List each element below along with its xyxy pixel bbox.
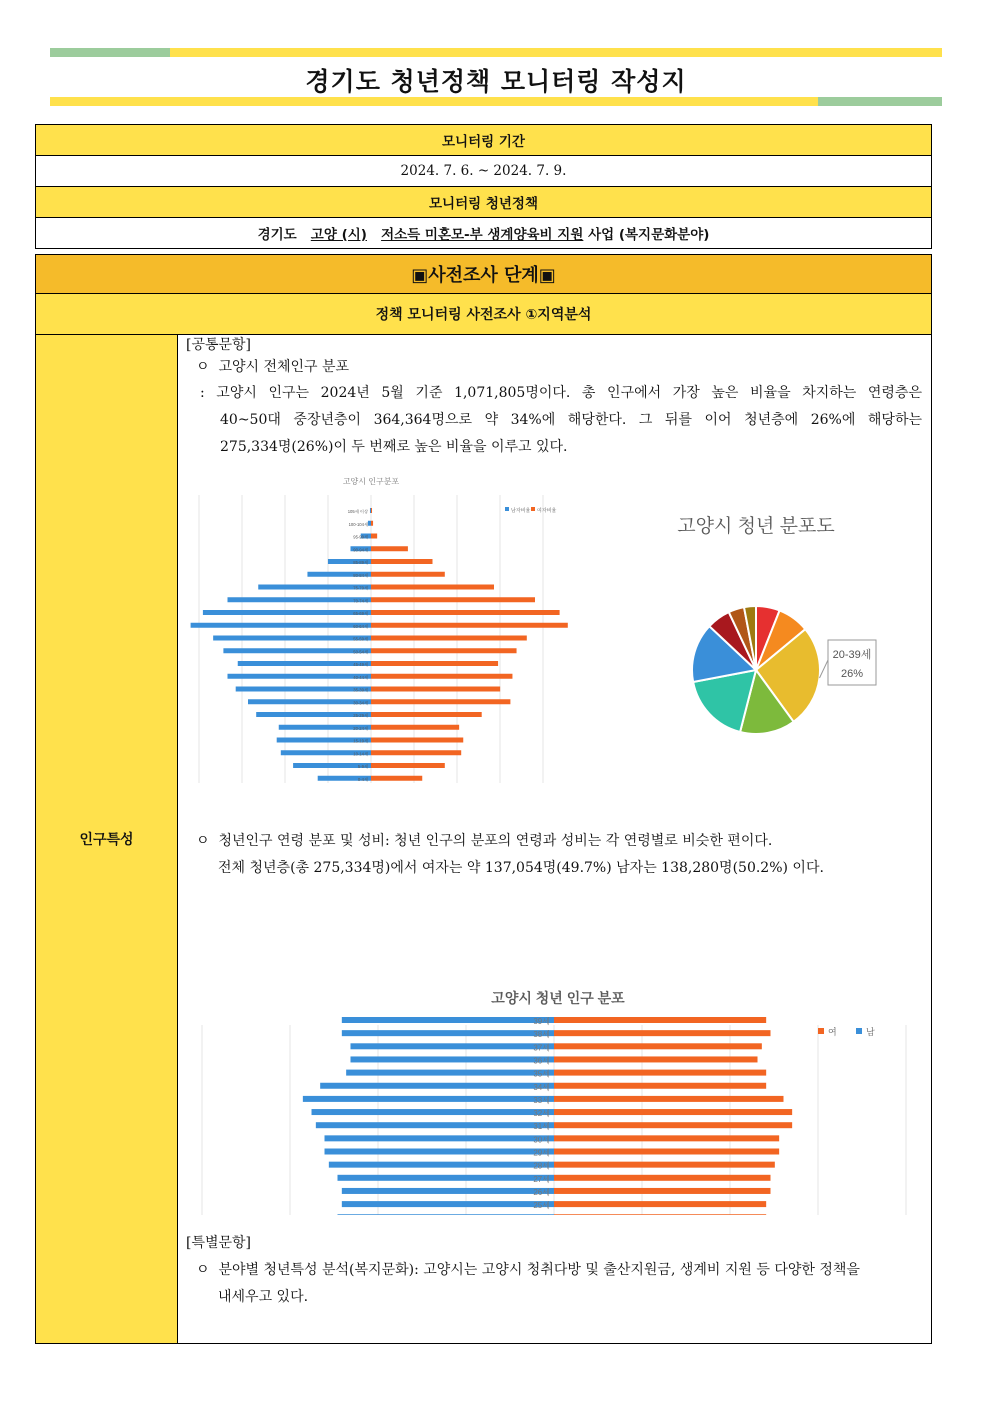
bar-female bbox=[371, 572, 445, 577]
tick-label: 39세 bbox=[533, 1017, 550, 1026]
tick-label: 0-4세 bbox=[357, 776, 368, 782]
bar-male bbox=[370, 508, 371, 513]
tick-label: 105세 이상 bbox=[347, 509, 368, 514]
bar-male bbox=[329, 1162, 554, 1168]
bar-male bbox=[368, 521, 371, 526]
legend-swatch-male bbox=[856, 1028, 862, 1034]
bullet-1-title: 고양시 전체인구 분포 bbox=[218, 359, 350, 375]
content-area bbox=[178, 335, 931, 1343]
bar-male bbox=[350, 1043, 554, 1049]
header-yellow-bar-bottom bbox=[50, 97, 818, 106]
bar-male bbox=[342, 1017, 554, 1023]
policy-city: 고양 (시) bbox=[310, 227, 367, 243]
bar-female bbox=[554, 1162, 775, 1168]
period-value: 2024. 7. 6. ~ 2024. 7. 9. bbox=[36, 156, 932, 187]
bar-male bbox=[303, 1096, 554, 1102]
tick-label: 50-54세 bbox=[353, 649, 368, 655]
bar-female bbox=[371, 585, 494, 590]
tick-label: 65-69세 bbox=[353, 611, 368, 616]
tick-label: 95-99세 bbox=[353, 534, 368, 540]
tick-label: 90-94세 bbox=[353, 547, 368, 553]
tick-label: 25-29세 bbox=[353, 713, 368, 718]
bar-female bbox=[371, 559, 433, 564]
bar-female bbox=[554, 1043, 762, 1049]
population-pyramid-chart bbox=[178, 465, 568, 785]
tick-label: 27세 bbox=[533, 1174, 550, 1184]
legend-swatch-male bbox=[505, 507, 509, 511]
legend-label-female: 여 bbox=[828, 1027, 837, 1037]
legend-label-male: 남 bbox=[866, 1027, 875, 1037]
tick-label: 80-84세 bbox=[353, 572, 368, 578]
bar-female bbox=[371, 661, 498, 666]
bar-male bbox=[342, 1188, 554, 1194]
section-header: ▣사전조사 단계▣ bbox=[36, 255, 932, 294]
bar-male bbox=[342, 1201, 554, 1207]
bar-male bbox=[320, 1083, 554, 1089]
tick-label: 60-64세 bbox=[353, 623, 368, 629]
bar-female bbox=[554, 1056, 758, 1062]
bar-female bbox=[371, 623, 568, 628]
bar-male bbox=[236, 687, 371, 692]
info-table bbox=[35, 124, 932, 249]
tick-label: 28세 bbox=[533, 1161, 550, 1171]
tick-label: 35-39세 bbox=[353, 687, 368, 693]
youth-population-chart bbox=[198, 905, 922, 1215]
bullet-1-line3: 275,334명(26%)이 두 번째로 높은 비율을 이루고 있다. bbox=[220, 439, 568, 455]
bar-female bbox=[554, 1175, 771, 1181]
bar-female bbox=[371, 712, 482, 717]
tick-label: 34세 bbox=[533, 1082, 550, 1092]
bullet-2-line2: 전체 청년층(총 275,334명)에서 여자는 약 137,054명(49.7%) 남자는 138,280명(50.2%) 이다. bbox=[218, 860, 824, 876]
bar-male bbox=[325, 1135, 554, 1141]
bar-female bbox=[554, 1201, 766, 1207]
chart-title: 고양시 청년 분포도 bbox=[677, 516, 835, 537]
bar-female bbox=[371, 687, 500, 692]
tick-label: 15-19세 bbox=[353, 738, 368, 744]
bar-female bbox=[371, 776, 422, 781]
header-green-bar-top bbox=[50, 48, 170, 57]
bar-male bbox=[203, 610, 371, 615]
bullet-3-text1: 분야별 청년특성 분석(복지문화): 고양시는 고양시 청취다방 및 출산지원금, 생계비 지원 등 다양한 정책을 bbox=[218, 1262, 860, 1278]
bullet-3-line2: 내세우고 있다. bbox=[218, 1289, 309, 1305]
tick-label: 70-74세 bbox=[353, 598, 368, 604]
section-subheader: 정책 모니터링 사전조사 ①지역분석 bbox=[36, 294, 932, 335]
tick-label: 26세 bbox=[533, 1187, 550, 1197]
bar-female bbox=[371, 699, 510, 704]
chart-title: 고양시 인구분포 bbox=[342, 477, 400, 486]
bar-male bbox=[191, 623, 371, 628]
bar-male bbox=[228, 597, 372, 602]
tick-label: 100-104세 bbox=[348, 521, 368, 527]
tick-label: 37세 bbox=[533, 1043, 550, 1053]
tick-label: 29세 bbox=[533, 1148, 550, 1158]
tick-label: 38세 bbox=[533, 1030, 550, 1040]
bar-female bbox=[371, 508, 372, 513]
survey-table bbox=[35, 254, 932, 1344]
tick-label: 30세 bbox=[533, 1135, 550, 1145]
bar-female bbox=[554, 1109, 792, 1115]
bar-male bbox=[316, 1122, 554, 1128]
bar-male bbox=[325, 1149, 554, 1155]
tick-label: 20-24세 bbox=[353, 725, 368, 731]
tick-label: 55-59세 bbox=[353, 636, 368, 642]
page-title: 경기도 청년정책 모니터링 작성지 bbox=[305, 67, 687, 96]
tick-label: 10-14세 bbox=[353, 751, 368, 757]
bar-female bbox=[554, 1017, 766, 1023]
bar-female bbox=[554, 1070, 766, 1076]
common-label: [공통문항] bbox=[186, 337, 252, 353]
bar-male bbox=[338, 1214, 555, 1215]
bar-female bbox=[371, 610, 560, 615]
header-green-bar-bottom bbox=[818, 97, 942, 106]
bullet-symbol: ㅇ bbox=[196, 833, 210, 849]
youth-pie-chart bbox=[606, 470, 926, 810]
bar-female bbox=[554, 1149, 779, 1155]
legend-label-male: 남자비율 bbox=[511, 508, 531, 514]
bar-female bbox=[554, 1122, 792, 1128]
bullet-symbol: ㅇ bbox=[196, 359, 210, 375]
legend-swatch-female bbox=[531, 507, 535, 511]
bar-female bbox=[371, 750, 461, 755]
policy-name: 저소득 미혼모-부 생계양육비 지원 bbox=[381, 227, 584, 243]
bar-female bbox=[554, 1188, 771, 1194]
bar-male bbox=[342, 1030, 554, 1036]
policy-suffix: 사업 (복지문화분야) bbox=[588, 227, 710, 243]
bullet-1-line2: 40~50대 중장년층이 364,364명으로 약 34%에 해당한다. 그 뒤를 이어 청년층에 26%에 해당하는 bbox=[220, 412, 922, 428]
tick-label: 30-34세 bbox=[353, 700, 368, 706]
bar-male bbox=[223, 648, 371, 653]
legend-label-female: 여자비율 bbox=[537, 508, 557, 514]
bullet-3-line1 bbox=[196, 1257, 922, 1284]
bar-male bbox=[213, 636, 371, 641]
bar-male bbox=[346, 1070, 554, 1076]
chart-title: 고양시 청년 인구 분포 bbox=[491, 990, 625, 1006]
bar-female bbox=[371, 725, 459, 730]
tick-label: 32세 bbox=[533, 1109, 550, 1119]
policy-prefix: 경기도 bbox=[257, 227, 297, 243]
bullet-1 bbox=[196, 354, 349, 381]
bullet-2-line1 bbox=[196, 828, 772, 855]
special-label: [특별문항] bbox=[186, 1235, 252, 1251]
bar-female bbox=[371, 674, 512, 679]
bar-female bbox=[371, 546, 408, 551]
tick-label: 31세 bbox=[533, 1122, 550, 1132]
policy-value bbox=[36, 218, 932, 249]
bar-female bbox=[554, 1096, 783, 1102]
bar-male bbox=[228, 674, 372, 679]
header-yellow-bar-top bbox=[170, 48, 942, 57]
bar-female bbox=[554, 1214, 766, 1215]
tick-label: 40-44세 bbox=[353, 674, 368, 680]
bar-female bbox=[371, 597, 535, 602]
row-label-population: 인구특성 bbox=[36, 335, 178, 1344]
callout-label: 20-39세 bbox=[832, 649, 872, 661]
bar-female bbox=[371, 763, 445, 768]
bar-female bbox=[371, 534, 377, 539]
bar-female bbox=[371, 521, 373, 526]
bullet-symbol: ㅇ bbox=[196, 1262, 210, 1278]
legend-swatch-female bbox=[818, 1028, 824, 1034]
callout-value: 26% bbox=[840, 668, 864, 680]
bar-male bbox=[350, 1056, 554, 1062]
period-label: 모니터링 기간 bbox=[36, 125, 932, 156]
bar-female bbox=[371, 738, 463, 743]
policy-label: 모니터링 청년정책 bbox=[36, 187, 932, 218]
bar-male bbox=[238, 661, 371, 666]
tick-label: 36세 bbox=[533, 1056, 550, 1066]
tick-label: 33세 bbox=[533, 1095, 550, 1105]
tick-label: 85-89세 bbox=[353, 560, 368, 565]
bullet-2-text1: 청년인구 연령 분포 및 성비: 청년 인구의 분포의 연령과 성비는 각 연령별로 비슷한 편이다. bbox=[218, 833, 773, 849]
tick-label: 45-49세 bbox=[353, 662, 368, 667]
tick-label: 5-9세 bbox=[357, 764, 368, 769]
tick-label: 35세 bbox=[533, 1069, 550, 1079]
bar-female bbox=[371, 648, 517, 653]
bar-female bbox=[554, 1030, 771, 1036]
tick-label bbox=[533, 1213, 550, 1215]
bar-female bbox=[554, 1135, 779, 1141]
bar-female bbox=[554, 1083, 766, 1089]
bar-female bbox=[371, 636, 527, 641]
bar-male bbox=[338, 1175, 555, 1181]
tick-label: 25세 bbox=[533, 1201, 550, 1211]
tick-label: 75-79세 bbox=[353, 585, 368, 591]
bar-male bbox=[312, 1109, 554, 1115]
bullet-1-line1: : 고양시 인구는 2024년 5월 기준 1,071,805명이다. 총 인구에서 가장 높은 비율을 차지하는 연령층은 bbox=[200, 385, 922, 401]
